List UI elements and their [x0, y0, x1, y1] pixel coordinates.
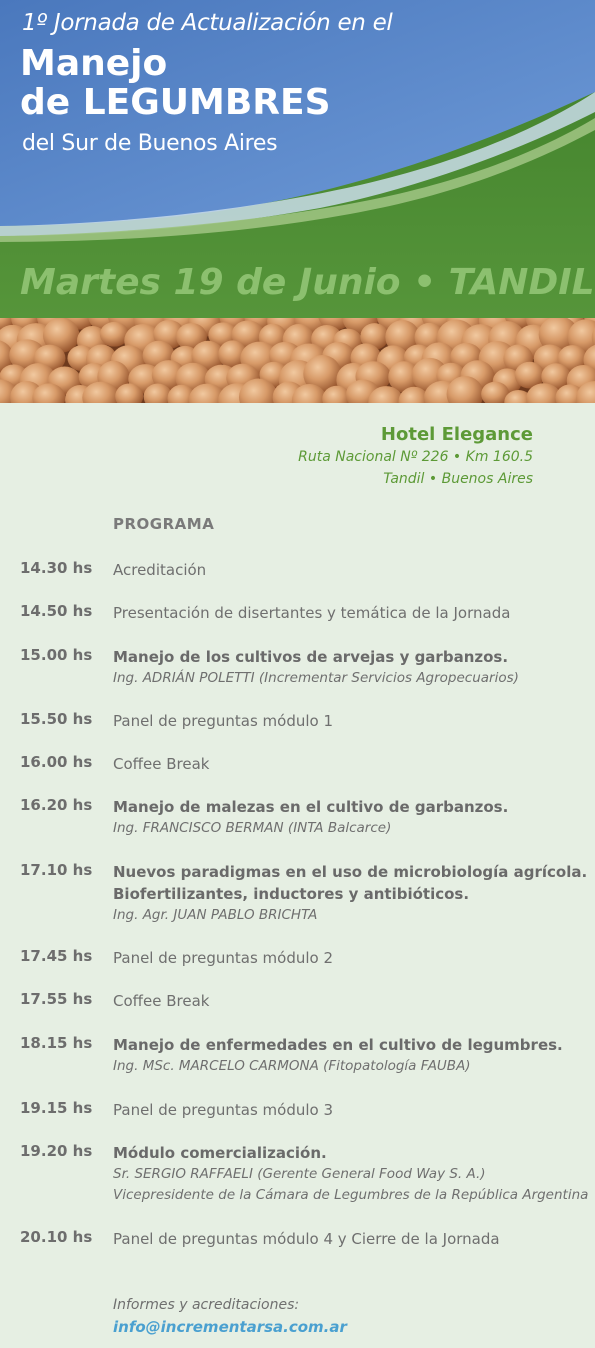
- venue-address: Ruta Nacional Nº 226 • Km 160.5: [298, 449, 533, 465]
- item-speaker: Ing. ADRIÁN POLETTI (Incrementar Servicios Agropecuarios): [113, 670, 519, 686]
- event-subtitle: del Sur de Buenos Aires: [22, 131, 278, 156]
- item-speaker: Ing. Agr. JUAN PABLO BRICHTA: [113, 907, 318, 923]
- item-time: 16.20 hs: [20, 796, 93, 814]
- item-speaker: Ing. MSc. MARCELO CARMONA (Fitopatología FAUBA): [113, 1058, 471, 1074]
- item-title: Presentación de disertantes y temática de la Jornada: [113, 604, 511, 622]
- item-title: Panel de preguntas módulo 2: [113, 949, 334, 967]
- item-time: 14.50 hs: [20, 602, 93, 620]
- item-time: 20.10 hs: [20, 1228, 93, 1246]
- event-title-line1: Manejo: [20, 43, 168, 84]
- item-time: 17.45 hs: [20, 947, 93, 965]
- item-title: Coffee Break: [113, 755, 210, 773]
- item-speaker: Ing. FRANCISCO BERMAN (INTA Balcarce): [113, 820, 392, 836]
- item-title: Manejo de los cultivos de arvejas y garbanzos.: [113, 648, 509, 666]
- item-time: 15.00 hs: [20, 646, 93, 664]
- chickpeas-photo: [0, 318, 595, 403]
- chickpeas-image: [0, 318, 595, 403]
- venue-city: Tandil • Buenos Aires: [383, 471, 533, 487]
- item-time: 15.50 hs: [20, 710, 93, 728]
- item-time: 16.00 hs: [20, 753, 93, 771]
- item-title: Manejo de malezas en el cultivo de garbanzos.: [113, 798, 509, 816]
- item-title-cont: Biofertilizantes, inductores y antibióticos.: [113, 885, 470, 903]
- item-title: Panel de preguntas módulo 3: [113, 1101, 334, 1119]
- contact-label: Informes y acreditaciones:: [113, 1297, 300, 1313]
- item-title: Nuevos paradigmas en el uso de microbiología agrícola.: [113, 863, 588, 881]
- event-title-line2: de LEGUMBRES: [20, 82, 331, 123]
- contact-block: [113, 1294, 347, 1338]
- item-time: 19.20 hs: [20, 1142, 93, 1160]
- item-title: Acreditación: [113, 561, 207, 579]
- item-time: 17.10 hs: [20, 861, 93, 879]
- contact-email-link[interactable]: info@incrementarsa.com.ar: [113, 1318, 347, 1336]
- item-time: 17.55 hs: [20, 990, 93, 1008]
- item-time: 18.15 hs: [20, 1034, 93, 1052]
- item-time: 14.30 hs: [20, 559, 93, 577]
- event-header: [0, 0, 595, 318]
- item-title: Panel de preguntas módulo 4 y Cierre de la Jornada: [113, 1230, 500, 1248]
- venue-block: [298, 424, 533, 490]
- item-speaker-role: Vicepresidente de la Cámara de Legumbres de la República Argentina: [113, 1187, 589, 1203]
- event-date-location: Martes 19 de Junio • TANDIL: [20, 262, 595, 303]
- program-title: PROGRAMA: [113, 515, 215, 533]
- item-title: Coffee Break: [113, 992, 210, 1010]
- item-title: Manejo de enfermedades en el cultivo de legumbres.: [113, 1036, 563, 1054]
- item-time: 19.15 hs: [20, 1099, 93, 1117]
- item-speaker: Sr. SERGIO RAFFAELI (Gerente General Food Way S. A.): [113, 1166, 486, 1182]
- item-title: Panel de preguntas módulo 1: [113, 712, 334, 730]
- event-series-title: 1º Jornada de Actualización en el: [22, 10, 393, 36]
- item-title: Módulo comercialización.: [113, 1144, 327, 1162]
- venue-name: Hotel Elegance: [380, 424, 533, 445]
